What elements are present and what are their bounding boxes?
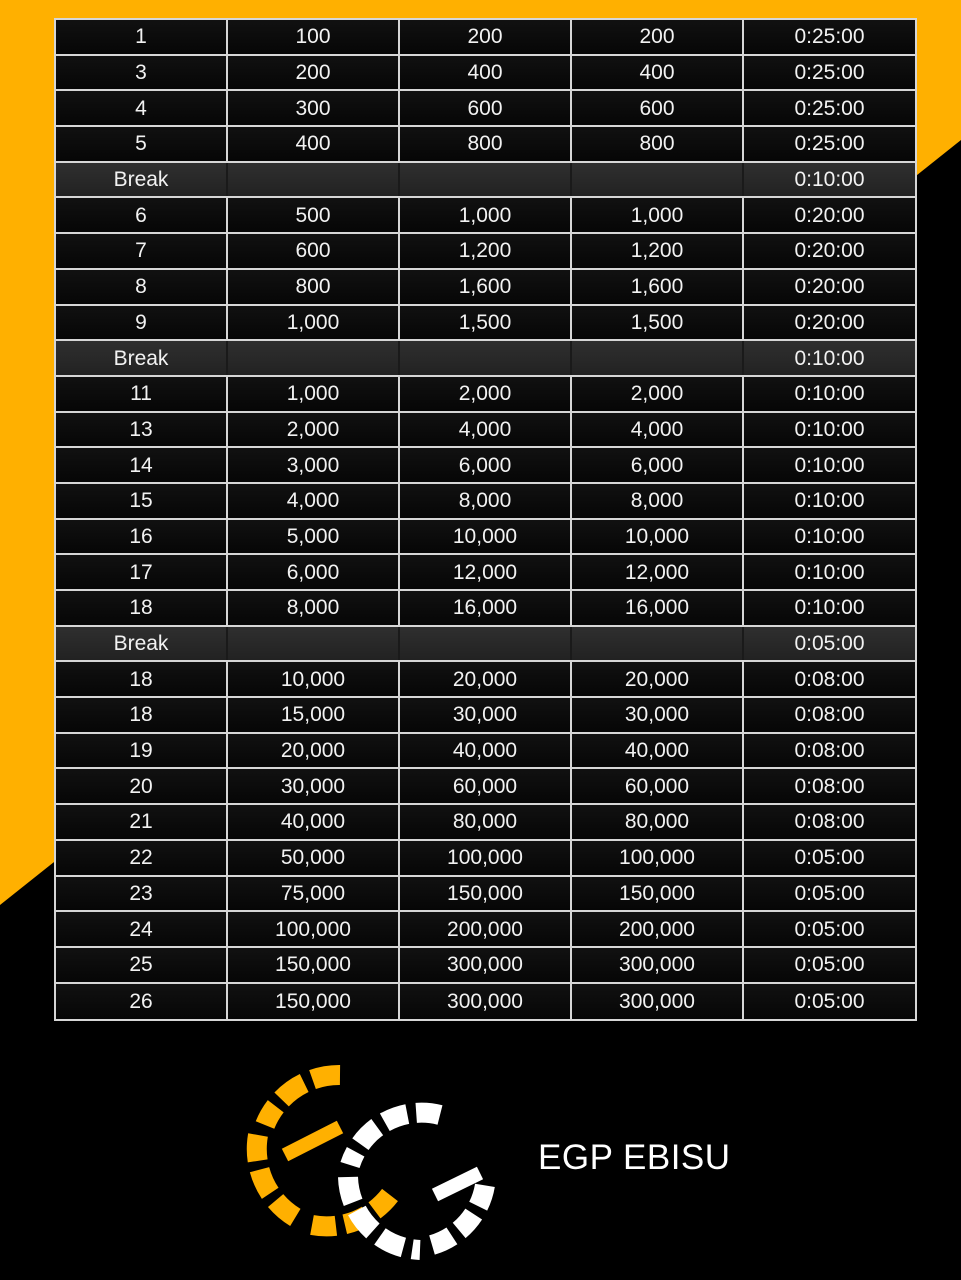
level-number: 6 bbox=[55, 197, 227, 233]
level-number: 9 bbox=[55, 305, 227, 341]
logo-e-glyph bbox=[257, 1075, 390, 1226]
level-duration: 0:05:00 bbox=[743, 911, 916, 947]
empty-cell bbox=[399, 626, 571, 662]
break-row bbox=[55, 162, 916, 198]
ante-value: 12,000 bbox=[571, 554, 743, 590]
small-blind-value: 15,000 bbox=[227, 697, 399, 733]
level-duration: 0:20:00 bbox=[743, 305, 916, 341]
big-blind-value: 40,000 bbox=[399, 733, 571, 769]
level-row bbox=[55, 876, 916, 912]
small-blind-value: 6,000 bbox=[227, 554, 399, 590]
level-row bbox=[55, 233, 916, 269]
level-row bbox=[55, 305, 916, 341]
big-blind-value: 1,500 bbox=[399, 305, 571, 341]
level-duration: 0:08:00 bbox=[743, 697, 916, 733]
level-duration: 0:25:00 bbox=[743, 90, 916, 126]
ante-value: 300,000 bbox=[571, 947, 743, 983]
level-number: 26 bbox=[55, 983, 227, 1020]
break-row bbox=[55, 626, 916, 662]
big-blind-value: 30,000 bbox=[399, 697, 571, 733]
ante-value: 20,000 bbox=[571, 661, 743, 697]
empty-cell bbox=[571, 340, 743, 376]
big-blind-value: 100,000 bbox=[399, 840, 571, 876]
level-number: 18 bbox=[55, 697, 227, 733]
big-blind-value: 8,000 bbox=[399, 483, 571, 519]
ante-value: 800 bbox=[571, 126, 743, 162]
level-number: 18 bbox=[55, 590, 227, 626]
logo-g-glyph bbox=[348, 1113, 485, 1250]
ante-value: 1,000 bbox=[571, 197, 743, 233]
level-number: 4 bbox=[55, 90, 227, 126]
ante-value: 200 bbox=[571, 19, 743, 55]
ante-value: 80,000 bbox=[571, 804, 743, 840]
small-blind-value: 200 bbox=[227, 55, 399, 91]
ante-value: 6,000 bbox=[571, 447, 743, 483]
break-row bbox=[55, 340, 916, 376]
level-duration: 0:20:00 bbox=[743, 233, 916, 269]
level-number: 19 bbox=[55, 733, 227, 769]
break-duration: 0:10:00 bbox=[743, 162, 916, 198]
small-blind-value: 150,000 bbox=[227, 983, 399, 1020]
small-blind-value: 100,000 bbox=[227, 911, 399, 947]
level-duration: 0:25:00 bbox=[743, 19, 916, 55]
level-row bbox=[55, 126, 916, 162]
level-duration: 0:20:00 bbox=[743, 197, 916, 233]
small-blind-value: 1,000 bbox=[227, 305, 399, 341]
level-row bbox=[55, 590, 916, 626]
level-duration: 0:08:00 bbox=[743, 733, 916, 769]
big-blind-value: 12,000 bbox=[399, 554, 571, 590]
empty-cell bbox=[571, 626, 743, 662]
break-label: Break bbox=[55, 340, 227, 376]
level-row bbox=[55, 911, 916, 947]
small-blind-value: 8,000 bbox=[227, 590, 399, 626]
small-blind-value: 3,000 bbox=[227, 447, 399, 483]
level-row bbox=[55, 554, 916, 590]
level-number: 22 bbox=[55, 840, 227, 876]
empty-cell bbox=[227, 340, 399, 376]
brand-name: EGP EBISU bbox=[538, 1138, 731, 1177]
level-number: 23 bbox=[55, 876, 227, 912]
level-row bbox=[55, 983, 916, 1020]
level-number: 24 bbox=[55, 911, 227, 947]
level-number: 15 bbox=[55, 483, 227, 519]
level-duration: 0:08:00 bbox=[743, 768, 916, 804]
level-duration: 0:10:00 bbox=[743, 447, 916, 483]
big-blind-value: 10,000 bbox=[399, 519, 571, 555]
small-blind-value: 150,000 bbox=[227, 947, 399, 983]
small-blind-value: 30,000 bbox=[227, 768, 399, 804]
level-row bbox=[55, 840, 916, 876]
ante-value: 300,000 bbox=[571, 983, 743, 1020]
small-blind-value: 2,000 bbox=[227, 412, 399, 448]
level-number: 7 bbox=[55, 233, 227, 269]
level-duration: 0:10:00 bbox=[743, 483, 916, 519]
ante-value: 100,000 bbox=[571, 840, 743, 876]
small-blind-value: 100 bbox=[227, 19, 399, 55]
small-blind-value: 4,000 bbox=[227, 483, 399, 519]
ante-value: 60,000 bbox=[571, 768, 743, 804]
big-blind-value: 200,000 bbox=[399, 911, 571, 947]
level-duration: 0:10:00 bbox=[743, 519, 916, 555]
small-blind-value: 75,000 bbox=[227, 876, 399, 912]
break-duration: 0:05:00 bbox=[743, 626, 916, 662]
level-duration: 0:10:00 bbox=[743, 554, 916, 590]
level-number: 13 bbox=[55, 412, 227, 448]
big-blind-value: 1,000 bbox=[399, 197, 571, 233]
level-number: 16 bbox=[55, 519, 227, 555]
ante-value: 150,000 bbox=[571, 876, 743, 912]
big-blind-value: 200 bbox=[399, 19, 571, 55]
level-row bbox=[55, 947, 916, 983]
level-row bbox=[55, 90, 916, 126]
level-row bbox=[55, 376, 916, 412]
ante-value: 400 bbox=[571, 55, 743, 91]
big-blind-value: 16,000 bbox=[399, 590, 571, 626]
level-row bbox=[55, 412, 916, 448]
small-blind-value: 1,000 bbox=[227, 376, 399, 412]
ante-value: 30,000 bbox=[571, 697, 743, 733]
eg-logo-icon bbox=[240, 1055, 500, 1260]
big-blind-value: 80,000 bbox=[399, 804, 571, 840]
blind-structure-table bbox=[54, 18, 917, 1021]
ante-value: 40,000 bbox=[571, 733, 743, 769]
level-number: 5 bbox=[55, 126, 227, 162]
level-duration: 0:08:00 bbox=[743, 661, 916, 697]
big-blind-value: 1,600 bbox=[399, 269, 571, 305]
level-row bbox=[55, 697, 916, 733]
big-blind-value: 1,200 bbox=[399, 233, 571, 269]
level-duration: 0:05:00 bbox=[743, 947, 916, 983]
ante-value: 600 bbox=[571, 90, 743, 126]
ante-value: 1,200 bbox=[571, 233, 743, 269]
small-blind-value: 40,000 bbox=[227, 804, 399, 840]
break-label: Break bbox=[55, 162, 227, 198]
level-duration: 0:05:00 bbox=[743, 876, 916, 912]
empty-cell bbox=[227, 162, 399, 198]
level-row bbox=[55, 197, 916, 233]
small-blind-value: 20,000 bbox=[227, 733, 399, 769]
level-duration: 0:10:00 bbox=[743, 376, 916, 412]
level-number: 3 bbox=[55, 55, 227, 91]
ante-value: 8,000 bbox=[571, 483, 743, 519]
level-row bbox=[55, 804, 916, 840]
level-duration: 0:08:00 bbox=[743, 804, 916, 840]
ante-value: 16,000 bbox=[571, 590, 743, 626]
small-blind-value: 300 bbox=[227, 90, 399, 126]
ante-value: 1,600 bbox=[571, 269, 743, 305]
level-row bbox=[55, 55, 916, 91]
empty-cell bbox=[227, 626, 399, 662]
small-blind-value: 600 bbox=[227, 233, 399, 269]
level-number: 11 bbox=[55, 376, 227, 412]
big-blind-value: 4,000 bbox=[399, 412, 571, 448]
blind-structure-body bbox=[55, 19, 916, 1020]
empty-cell bbox=[399, 340, 571, 376]
small-blind-value: 400 bbox=[227, 126, 399, 162]
level-duration: 0:10:00 bbox=[743, 590, 916, 626]
level-duration: 0:25:00 bbox=[743, 55, 916, 91]
level-number: 1 bbox=[55, 19, 227, 55]
big-blind-value: 600 bbox=[399, 90, 571, 126]
level-duration: 0:05:00 bbox=[743, 840, 916, 876]
level-number: 17 bbox=[55, 554, 227, 590]
level-duration: 0:20:00 bbox=[743, 269, 916, 305]
level-row bbox=[55, 768, 916, 804]
level-row bbox=[55, 483, 916, 519]
level-row bbox=[55, 19, 916, 55]
level-duration: 0:10:00 bbox=[743, 412, 916, 448]
ante-value: 1,500 bbox=[571, 305, 743, 341]
level-number: 8 bbox=[55, 269, 227, 305]
small-blind-value: 800 bbox=[227, 269, 399, 305]
level-number: 21 bbox=[55, 804, 227, 840]
level-number: 20 bbox=[55, 768, 227, 804]
big-blind-value: 150,000 bbox=[399, 876, 571, 912]
level-row bbox=[55, 269, 916, 305]
small-blind-value: 10,000 bbox=[227, 661, 399, 697]
empty-cell bbox=[399, 162, 571, 198]
big-blind-value: 20,000 bbox=[399, 661, 571, 697]
big-blind-value: 400 bbox=[399, 55, 571, 91]
level-number: 14 bbox=[55, 447, 227, 483]
big-blind-value: 60,000 bbox=[399, 768, 571, 804]
level-row bbox=[55, 519, 916, 555]
level-number: 25 bbox=[55, 947, 227, 983]
level-row bbox=[55, 733, 916, 769]
small-blind-value: 50,000 bbox=[227, 840, 399, 876]
big-blind-value: 800 bbox=[399, 126, 571, 162]
level-number: 18 bbox=[55, 661, 227, 697]
level-duration: 0:25:00 bbox=[743, 126, 916, 162]
ante-value: 10,000 bbox=[571, 519, 743, 555]
big-blind-value: 300,000 bbox=[399, 947, 571, 983]
break-duration: 0:10:00 bbox=[743, 340, 916, 376]
big-blind-value: 6,000 bbox=[399, 447, 571, 483]
ante-value: 4,000 bbox=[571, 412, 743, 448]
small-blind-value: 5,000 bbox=[227, 519, 399, 555]
ante-value: 2,000 bbox=[571, 376, 743, 412]
level-duration: 0:05:00 bbox=[743, 983, 916, 1020]
small-blind-value: 500 bbox=[227, 197, 399, 233]
big-blind-value: 2,000 bbox=[399, 376, 571, 412]
big-blind-value: 300,000 bbox=[399, 983, 571, 1020]
level-row bbox=[55, 661, 916, 697]
ante-value: 200,000 bbox=[571, 911, 743, 947]
break-label: Break bbox=[55, 626, 227, 662]
level-row bbox=[55, 447, 916, 483]
empty-cell bbox=[571, 162, 743, 198]
